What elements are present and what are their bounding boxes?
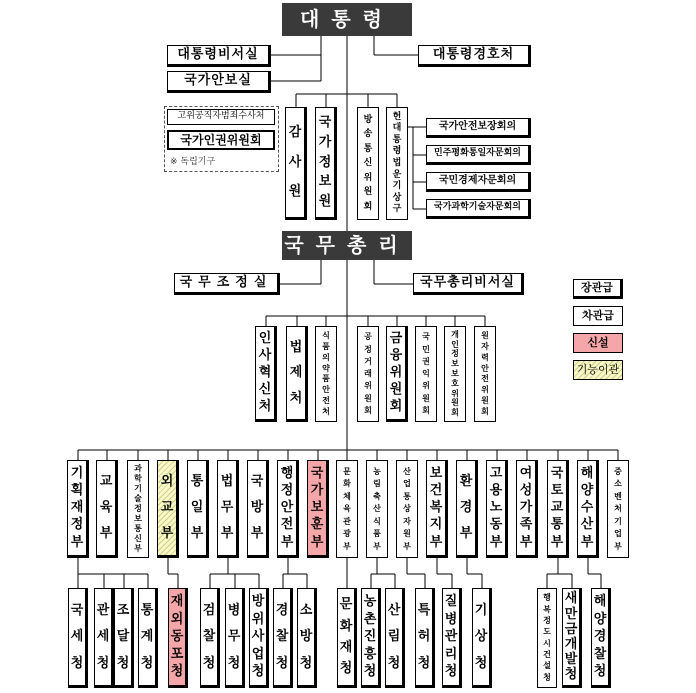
agency-6-label: 병 무 청 [227,602,241,671]
agency-7 [249,588,269,688]
ministry-16 [547,460,569,558]
pm-agency-1 [286,326,308,422]
agency-3-label: 통 계 청 [140,602,154,671]
ministry-14 [486,460,508,558]
agency-2 [114,588,134,688]
ministry-15-label: 여 성 가 족 부 [519,465,533,550]
agency-13-label: 특 허 청 [417,602,431,671]
ministry-8 [307,460,329,558]
ministry-2 [127,460,149,558]
pm-agency-7 [474,326,496,422]
board-of-audit-box [285,107,307,220]
legend-new [573,333,623,353]
advisory-council-label: 헌 대 통 령 법 운 기 상 구 [392,111,402,215]
ministry-18-label: 중 소 벤 처 기 업 부 [614,466,622,551]
agency-14 [442,588,462,688]
pm-agency-4-label: 금 융 위 원 회 [389,331,403,415]
pm-agency-0 [255,326,277,422]
pm-agency-0-label: 인 사 혁 신 처 [258,331,272,415]
ministry-6 [247,460,269,558]
agency-5-label: 검 찰 청 [202,602,216,671]
ministry-0-label: 기 획 재 정 부 [70,465,84,550]
kcc-label: 방 송 통 신 위 원 회 [363,114,373,212]
legend-transfer [573,360,623,380]
pm-agency-5 [415,326,437,422]
agency-8-label: 경 찰 청 [275,602,289,671]
nis-box [315,107,337,220]
ministry-11-label: 산 업 통 상 자 원 부 [403,466,411,551]
legend-3-label: 기능이관 [576,363,620,377]
ministry-4-label: 통 일 부 [190,474,204,542]
ministry-1 [96,460,118,558]
agency-2-label: 조 달 청 [116,602,130,671]
agency-17-label: 새 만 금 개 발 청 [564,591,578,682]
agency-1 [94,588,114,688]
ministry-13 [456,460,478,558]
council-3-box [426,199,531,219]
ministry-18 [607,460,629,558]
ministry-9 [336,460,358,558]
agency-11-label: 농 촌 진 흥 청 [363,593,377,680]
ministry-3 [157,460,179,558]
ministry-1-label: 교 육 부 [99,474,113,542]
agency-7-label: 방 위 사 업 청 [251,593,265,680]
secretariat-label: 대통령비서실 [177,47,259,63]
agency-0 [68,588,88,688]
ministry-17-label: 해 양 수 산 부 [580,465,594,550]
ministry-9-label: 문 화 체 육 관 광 부 [343,466,351,551]
prime-minister-label: 국무총리 [284,233,410,257]
independent-note: ※ 독립기구 [170,157,216,167]
agency-10 [337,588,357,688]
pm-agency-4 [386,326,408,422]
agency-16-label: 행 복 정 도 시 건 설 청 [543,593,551,682]
pm-agency-6 [444,326,466,422]
ministry-2-label: 과 학 기 술 정 보 통 신 부 [134,464,142,553]
nis-label: 국 가 정 보 원 [318,115,332,210]
ministry-3-label: 외 교 부 [160,474,174,542]
national-security-office-box [167,71,271,93]
council-0-box [426,118,531,138]
legend-0-label: 장관급 [581,281,613,295]
ministry-7-label: 행 정 안 전 부 [280,465,294,550]
pm-agency-3-label: 공 정 거 래 위 원 회 [364,332,372,415]
ministry-14-label: 고 용 노 동 부 [489,465,503,550]
ministry-15 [516,460,538,558]
agency-12-label: 산 림 청 [387,602,401,671]
agency-9 [297,588,317,688]
agency-3 [138,588,158,688]
ministry-5-label: 법 무 부 [220,474,234,542]
nso-label: 국가안보실 [184,73,252,89]
ministry-4 [187,460,209,558]
agency-13 [415,588,435,688]
pm-secretariat-label: 국무총리비서실 [420,275,515,291]
agency-0-label: 국 세 청 [70,602,84,671]
council-3-label: 국가과학기술자문회의 [434,202,521,213]
pm-agency-3 [357,326,379,422]
legend-vice-minister-level [573,306,623,326]
office-coordination-label: 국무조정실 [179,275,273,291]
ministry-8-label: 국 가 보 훈 부 [310,465,324,550]
agency-15 [472,588,492,688]
security-service-label: 대통령경호처 [432,47,515,63]
council-1-box [426,145,531,165]
kcc-box [357,107,379,220]
ministry-6-label: 국 방 부 [250,474,264,542]
ministry-16-label: 국 토 교 통 부 [550,465,564,550]
agency-17 [562,588,582,688]
agency-8 [273,588,293,688]
agency-12 [385,588,405,688]
pm-agency-2 [315,326,337,422]
prime-minister-box [282,231,412,260]
pm-agency-2-label: 식 품 의 약 품 안 전 처 [322,330,330,416]
agency-10-label: 문 화 재 청 [339,597,353,676]
office-coordination-box [174,273,280,295]
board-of-audit-label: 감 사 원 [288,125,302,200]
president-box [282,3,412,36]
ministry-7 [277,460,299,558]
agency-1-label: 관 세 청 [96,602,110,671]
pm-agency-6-label: 개 인 정 보 보 호 위 원 회 [451,329,459,418]
legend-1-label: 차관급 [582,309,614,323]
advisory-council-box [386,107,408,220]
ministry-0 [67,460,89,558]
agency-5 [200,588,220,688]
nhrc-label: 국가인권위원회 [180,132,262,147]
cio-label: 고위공직자범죄수사처 [177,111,265,122]
legend-2-label: 신설 [587,336,609,350]
agency-15-label: 기 상 청 [474,602,488,671]
ministry-10 [366,460,388,558]
pm-secretariat-box [413,273,524,295]
ministry-11 [396,460,418,558]
ministry-17 [577,460,599,558]
legend-minister-level [573,279,623,299]
agency-18 [591,588,611,688]
agency-4 [168,588,188,688]
agency-14-label: 질 병 관 리 청 [444,593,458,680]
pm-agency-7-label: 원 자 력 안 전 위 원 회 [481,330,489,416]
council-2-label: 국민경제자문회의 [438,174,517,186]
agency-16 [537,588,557,688]
council-1-label: 민주평화통일자문회의 [434,148,521,159]
ministry-5 [217,460,239,558]
ministry-12-label: 보 건 복 지 부 [429,465,443,550]
agency-4-label: 재 외 동 포 청 [170,593,184,680]
ministry-12 [426,460,448,558]
council-0-label: 국가안전보장회의 [438,120,517,132]
president-label: 대통령 [300,7,394,31]
cio-box [167,109,275,125]
nhrc-box [167,130,275,150]
security-service-box [418,45,531,67]
agency-6 [225,588,245,688]
pm-agency-5-label: 국 민 권 익 위 원 회 [422,332,430,415]
agency-9-label: 소 방 청 [299,602,313,671]
ministry-10-label: 농 림 축 산 식 품 부 [373,466,381,551]
agency-18-label: 해 양 경 찰 청 [593,593,607,680]
ministry-13-label: 환 경 부 [459,474,473,542]
secretariat-box [167,45,271,67]
pm-agency-1-label: 법 제 처 [289,339,303,406]
council-2-box [426,172,531,192]
agency-11 [361,588,381,688]
